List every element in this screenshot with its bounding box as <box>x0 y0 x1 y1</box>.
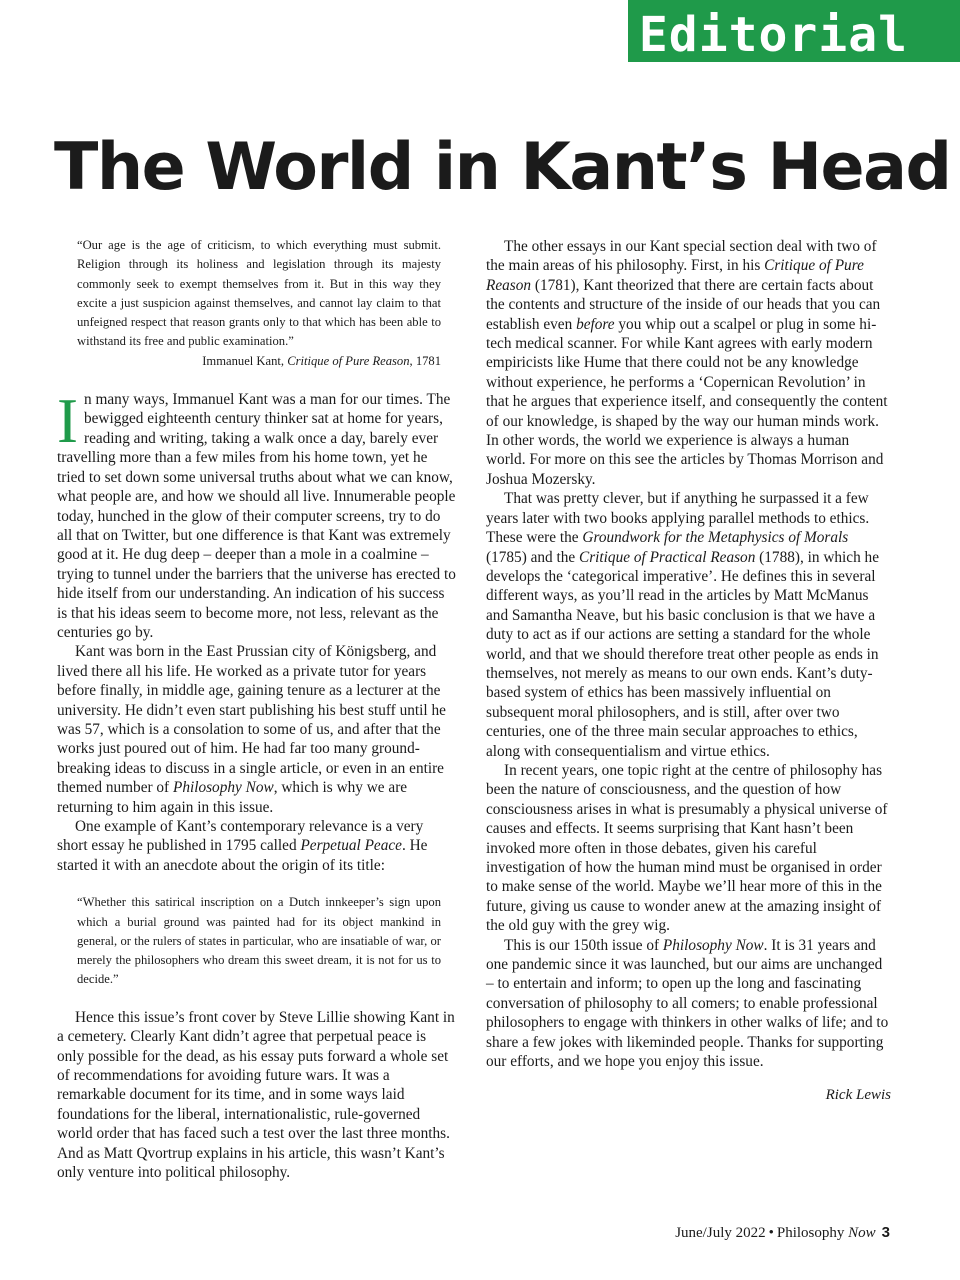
body-paragraph-8: This is our 150th issue of Philosophy Now. It is 31 years and one pandemic since it was launched, but our aims are unchanged – to entertain and inform; to open up the long and fascinating conversation of philosophy to all comers; to enable professional philosophers to engage with thinkers in other walks of life; and to share a few jokes with likeminded people. Thanks for supporting our efforts, and we hope you enjoy this issue. <box>486 936 889 1071</box>
issue-date: June/July 2022 <box>675 1225 766 1241</box>
body-paragraph-6: That was pretty clever, but if anything he surpassed it a few years later with two books applying parallel methods to ethics. These were the Groundwork for the Metaphysics of Morals (1785) and the Critique of Practical Reason (1788), in which he develops the ‘categorical imperative’. He defines this in several different ways, as you’ll read in the articles by Matt McManus and Samantha Neave, but his basic conclusion is that we have a duty to act as if our actions are setting a standard for the whole world, and that we should therefore treat other people as ends in themselves, not merely as means to our own ends. Kant’s duty-based system of ethics has been massively influential on subsequent moral philosophers, and is still, after over two centuries, one of the three main secular approaches to ethics, along with consequentialism and virtue ethics. <box>486 490 879 760</box>
block-quote: “Whether this satirical inscription on a Dutch innkeeper’s sign upon which a burial ground was painted had for its object mankind in general, or the rulers of states in particular, who are insatiable of war, or merely the philosophers who dream this sweet dream, it is not for us to decide.” <box>77 895 441 987</box>
article-headline: The World in Kant’s Head <box>54 130 951 205</box>
body-paragraph-3: One example of Kant’s contemporary relevance is a very short essay he published in 1795 called Perpetual Peace. He started it with an anecdote about the origin of its title: <box>57 818 428 874</box>
section-tab <box>628 0 960 62</box>
body-paragraph-1: In many ways, Immanuel Kant was a man for our times. The bewigged eighteenth century thinker sat at home for years, reading and writing, taking a walk once a day, barely ever travelling more than a few miles from his home town, yet he tried to set down some universal truths about what we can know, what people are, and how we should all live. Innumerable people today, hunched in the glow of their computer screens, try to do all that on Twitter, but one difference is that Kant was extremely good at it. He dug deep – deeper than a mole in a coalmine – trying to tunnel under the barriers that the universe has erected to hide itself from our understanding. An indication of his success is that his ideas seem to become more, not less, relevant as the centuries go by. <box>57 386 456 641</box>
epigraph-text: “Our age is the age of criticism, to which everything must submit. Religion through its holiness and legislation through its majesty commonly seek to exempt themselves from it. But in this way they excite a just suspicion against themselves, and cannot lay claim to that unfeigned respect that reason grants only to that which has been able to withstand its free and public examination.” <box>77 238 441 349</box>
body-paragraph-2: Kant was born in the East Prussian city of Königsberg, and lived there all his life. He worked as a private tutor for years before finally, in middle age, gaining tenure as a lecturer at the university. He didn’t even start publishing his best stuff until he was 57, which is a consolation to some of us, and after that the works just poured out of him. He had far too many ground-breaking ideas to discuss in a single article, or even in an entire themed number of Philosophy Now, which is why we are returning to him again in this issue. <box>57 643 446 816</box>
drop-cap: I <box>57 386 78 457</box>
epigraph <box>77 236 441 371</box>
magazine-name: Philosophy Now <box>776 1225 876 1241</box>
body-paragraph-5: The other essays in our Kant special section deal with two of the main areas of his philosophy. First, in his Critique of Pure Reason (1781), Kant theorized that there are certain facts about the contents and structure of the inside of our heads that you can establish even before you whip out a scalpel or plug in some hi-tech medical scanner. For while Kant agrees with early modern empiricists like Hume that there could not be any knowledge without experience, he performs a ‘Copernican Revolution’ in that he argues that experience itself, and consequently the content of our knowledge, is shaped by the way our human minds work. In other words, the world we experience is always a human world. For more on this see the articles by Thomas Morrison and Joshua Mozersky. <box>486 238 888 488</box>
left-column <box>57 236 457 1182</box>
author-signoff: Rick Lewis <box>825 1087 891 1104</box>
right-column <box>486 237 891 1104</box>
page-footer: June/July 2022 • Philosophy Now 3 <box>675 1224 890 1241</box>
page-number: 3 <box>881 1224 890 1241</box>
body-paragraph-4: Hence this issue’s front cover by Steve Lillie showing Kant in a cemetery. Clearly Kant didn’t agree that perpetual peace is only possible for the dead, as his essay puts forward a whole set of recommendations for avoiding future wars. It was a remarkable document for its time, and in some ways laid foundations for the liberal, internationalistic, rule-governed world order that has faced such a test over the last three months. And as Matt Qvortrup explains in his article, this wasn’t Kant’s only venture into political philosophy. <box>57 1008 455 1181</box>
section-tab-label: Editorial <box>638 7 908 63</box>
epigraph-attribution: Immanuel Kant, Critique of Pure Reason, 1781 <box>202 353 441 368</box>
body-paragraph-7: In recent years, one topic right at the centre of philosophy has been the nature of consciousness, and the question of how consciousness arises in what is presumably a physical universe of causes and effects. It seems surprising that Kant hasn’t been invoked more often in those debates, given his careful investigation of how the human mind must be organised in order to make sense of the world. Maybe we’ll hear more of this in the future, giving us cause to wonder anew at the amazing insight of the old guy with the grey wig. <box>486 761 888 935</box>
